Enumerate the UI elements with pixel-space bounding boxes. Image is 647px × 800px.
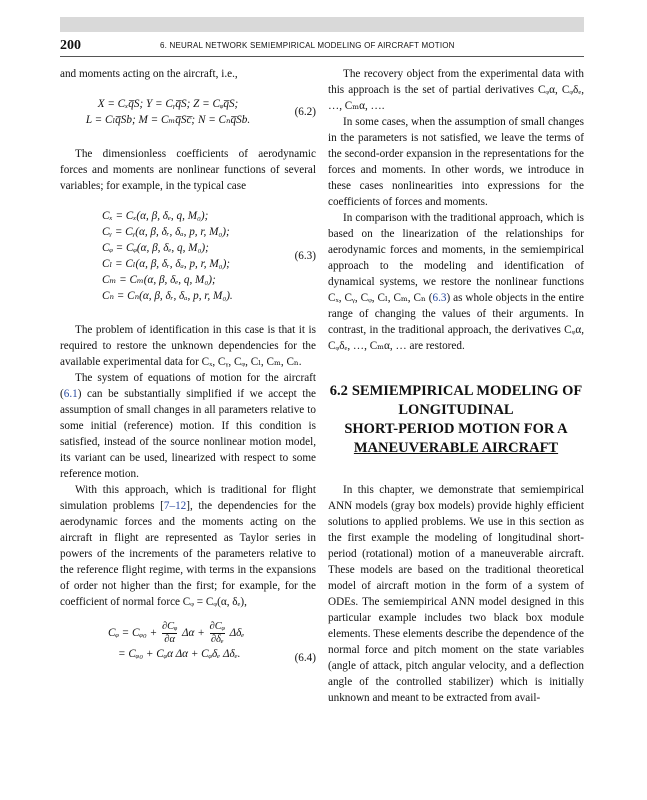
page-header — [60, 38, 584, 52]
section-title-line: LONGITUDINAL — [398, 402, 514, 418]
equation-line: = Cᵩ₀ + Cᵩα Δα + Cᵩδₑ Δδₑ. — [118, 648, 241, 660]
equation-reference-link[interactable]: 6.3 — [432, 292, 447, 304]
section-title-line: SEMIEMPIRICAL MODELING OF — [351, 383, 583, 399]
top-gray-bar — [60, 17, 584, 32]
equation-line: Cₙ = Cₙ(α, β, δᵣ, δₐ, p, r, M₀). — [102, 290, 233, 302]
left-column — [60, 66, 316, 670]
right-column — [328, 66, 584, 706]
equation-number: (6.3) — [294, 250, 316, 262]
equation-line: Cᵩ = Cᵩ₀ + $\frac{\text{∂Cᵩ}}{\partial\alpha}$ Δα + $\frac{\text{∂Cᵩ}}{\text{∂δₑ}}$ Δδₑ — [108, 620, 245, 645]
equation-6-4 — [60, 620, 316, 670]
equation-line: Cᵩ = Cᵩ(α, β, δₑ, q, M₀); — [102, 242, 209, 254]
paragraph: In some cases, when the assumption of small changes in the parameters is not satisfied, we leave the terms of the second-order expansion in the representations for the forces and moments. In other words, we introduce in these cases nonlinearities into expressions for the coefficients of forces and moments. — [328, 116, 584, 208]
paragraph: The dimensionless coefficients of aerodynamic forces and moments are nonlinear functions of several variables; for example, in the typical case — [60, 148, 316, 192]
equation-6-2 — [60, 96, 316, 132]
equation-line: Cᵧ = Cᵧ(α, β, δᵣ, δₐ, p, r, M₀); — [102, 226, 230, 238]
page-number: 200 — [60, 38, 81, 53]
paragraph: In this chapter, we demonstrate that semiempirical ANN models (gray box models) provide highly efficient solutions to applied problems. We use in this section as the first example the modeling of longitudinal short-period (rotational) motion of a maneuverable aircraft. These models are based on the traditional theoretical model of aircraft motion in the form of a system of ODEs. The semiempirical ANN model designed in this particular example includes two black box module elements. These elements describe the dependence of the normal force and pitch moment on the state variables (angle of attack, pitch angular velocity, and a deflection angle of the controlled stabilizer) which is initially unknown and meant to be extracted from avail- — [328, 484, 584, 704]
paragraph: In comparison with the traditional approach, which is based on the linearization of the relationships for aerodynamic forces and moments, in the semiempirical approach to the modeling and identification of dynamical systems, we restore the nonlinear functions Cₓ, Cᵧ, Cᵩ, Cₗ, Cₘ, Cₙ (6.3) as whole objects in the entire range of changing the values of their arguments. In contrast, in the traditional approach, the derivatives Cᵩα, Cᵩδₑ, …, Cₘα, … are restored. — [328, 212, 584, 352]
equation-number: (6.4) — [294, 652, 316, 664]
paragraph: With this approach, which is traditional for flight simulation problems [7–12], the dependencies for the aerodynamic forces and the moments acting on the aircraft in flight are represented as Taylor series in powers of the increments of the parameters relative to the reference flight regime, with terms in the expansions of order not higher than the first; for example, for the coefficient of normal force Cᵩ = Cᵩ(α, δₑ), — [60, 484, 316, 608]
equation-line: Cₗ = Cₗ(α, β, δᵣ, δₐ, p, r, M₀); — [102, 258, 231, 270]
paragraph: The system of equations of motion for the aircraft (6.1) can be substantially simplified if we accept the assumption of small changes in all parameters relative to some initial (reference) motion. If this condition is satisfied, instead of the source nonlinear motion model, its variant can be used, linearized with respect to some reference motion. — [60, 372, 316, 480]
section-number: 6.2 — [329, 383, 348, 399]
section-heading — [328, 382, 584, 458]
paragraph: The problem of identification in this case is that it is required to restore the unknown dependencies for the available experimental data for Cₓ, Cᵧ, Cᵩ, Cₗ, Cₘ, Cₙ. — [60, 324, 316, 368]
paragraph: and moments acting on the aircraft, i.e., — [60, 68, 238, 80]
running-head: 6. NEURAL NETWORK SEMIEMPIRICAL MODELING OF AIRCRAFT MOTION — [160, 41, 455, 50]
equation-line: X = Cₓq̅S; Y = Cᵧq̅S; Z = Cᵩq̅S; — [97, 98, 239, 110]
paragraph: The recovery object from the experimental data with this approach is the set of partial derivatives Cᵩα, Cᵩδₑ, …, Cₘα, …. — [328, 68, 584, 112]
equation-line: Cₘ = Cₘ(α, β, δₑ, q, M₀); — [102, 274, 216, 286]
fraction: $\frac{\text{∂Cᵩ}}{\partial\alpha}$ — [161, 620, 178, 645]
equation-number: (6.2) — [294, 106, 316, 118]
header-rule — [60, 56, 584, 57]
citation-link[interactable]: 7–12 — [163, 500, 187, 512]
equation-line: L = Cₗq̅Sb; M = Cₘq̅Sc̅; N = Cₙq̅Sb. — [85, 114, 251, 126]
section-title-line: SHORT-PERIOD MOTION FOR A — [344, 421, 568, 437]
fraction: $\frac{\text{∂Cᵩ}}{\text{∂δₑ}}$ — [209, 620, 225, 645]
equation-6-3 — [60, 208, 316, 308]
equation-line: Cₓ = Cₓ(α, β, δₑ, q, M₀); — [102, 210, 209, 222]
equation-reference-link[interactable]: 6.1 — [63, 388, 78, 400]
section-title-line: MANEUVERABLE AIRCRAFT — [353, 440, 559, 456]
